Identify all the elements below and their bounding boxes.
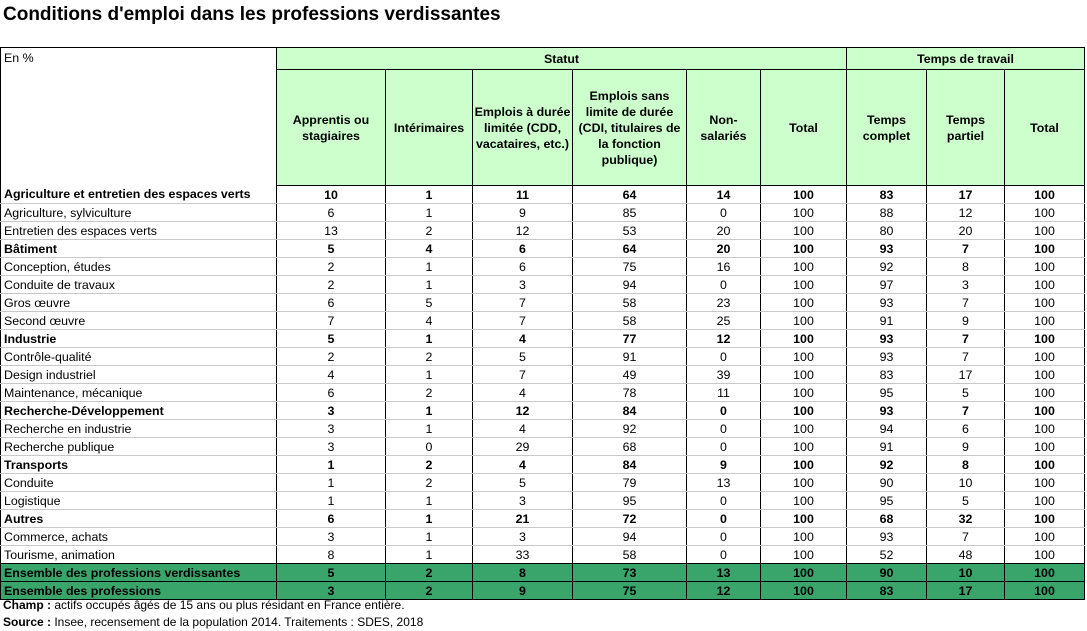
table-cell: 7: [473, 366, 573, 384]
table-cell: 100: [761, 582, 847, 600]
table-cell: 1: [386, 546, 473, 564]
table-row: [1, 510, 1085, 528]
table-cell: 100: [1005, 258, 1085, 276]
table-cell: 100: [1005, 492, 1085, 510]
table-cell: 91: [573, 348, 687, 366]
column-header: Temps partiel: [927, 70, 1005, 186]
table-cell: 52: [847, 546, 927, 564]
table-cell: 1: [277, 456, 386, 474]
table-cell: 1: [386, 258, 473, 276]
table-cell: 0: [687, 276, 761, 294]
table-cell: 5: [927, 492, 1005, 510]
table-cell: 1: [386, 276, 473, 294]
table-cell: 1: [386, 402, 473, 420]
table-cell: 4: [386, 312, 473, 330]
table-cell: 3: [277, 420, 386, 438]
table-cell: 1: [386, 330, 473, 348]
table-cell: 83: [847, 582, 927, 600]
table-cell: 4: [473, 384, 573, 402]
table-row: [1, 330, 1085, 348]
table-cell: 21: [473, 510, 573, 528]
table-cell: 100: [761, 492, 847, 510]
table-row: [1, 546, 1085, 564]
table-cell: 84: [573, 402, 687, 420]
table-cell: 2: [277, 348, 386, 366]
table-row: [1, 204, 1085, 222]
column-header: Non-salariés: [687, 70, 761, 186]
table-cell: 100: [761, 384, 847, 402]
table-cell: 6: [277, 384, 386, 402]
table-cell: 5: [927, 384, 1005, 402]
table-cell: 3: [277, 402, 386, 420]
table-cell: 100: [1005, 528, 1085, 546]
table-cell: 0: [687, 510, 761, 528]
table-cell: 68: [573, 438, 687, 456]
table-cell: 64: [573, 186, 687, 204]
table-cell: 100: [1005, 402, 1085, 420]
table-row: [1, 312, 1085, 330]
table-cell: 100: [761, 222, 847, 240]
table-cell: 3: [277, 582, 386, 600]
table-cell: 100: [761, 348, 847, 366]
table-cell: 93: [847, 240, 927, 258]
table-cell: 100: [1005, 582, 1085, 600]
table-cell: 6: [927, 420, 1005, 438]
row-label: Agriculture, sylviculture: [1, 204, 277, 222]
table-cell: 7: [473, 294, 573, 312]
table-cell: 10: [927, 564, 1005, 582]
table-row: [1, 258, 1085, 276]
table-cell: 0: [687, 420, 761, 438]
table-row: [1, 474, 1085, 492]
table-cell: 17: [927, 582, 1005, 600]
row-label: Contrôle-qualité: [1, 348, 277, 366]
column-header: Total: [1005, 70, 1085, 186]
table-cell: 12: [473, 222, 573, 240]
table-cell: 64: [573, 240, 687, 258]
table-cell: 58: [573, 294, 687, 312]
column-header: Intérimaires: [386, 70, 473, 186]
table-cell: 100: [1005, 438, 1085, 456]
row-label: Logistique: [1, 492, 277, 510]
table-cell: 32: [927, 510, 1005, 528]
table-cell: 100: [1005, 204, 1085, 222]
table-cell: 11: [687, 384, 761, 402]
table-cell: 12: [687, 330, 761, 348]
table-cell: 2: [386, 456, 473, 474]
column-header: Apprentis ou stagiaires: [277, 70, 386, 186]
table-cell: 100: [761, 186, 847, 204]
table-cell: 10: [277, 186, 386, 204]
table-cell: 4: [473, 420, 573, 438]
table-cell: 58: [573, 546, 687, 564]
table-cell: 9: [927, 312, 1005, 330]
table-cell: 92: [847, 456, 927, 474]
table-row: [1, 240, 1085, 258]
table-row: [1, 294, 1085, 312]
table-cell: 85: [573, 204, 687, 222]
table-cell: 100: [761, 276, 847, 294]
table-cell: 7: [927, 528, 1005, 546]
table-cell: 33: [473, 546, 573, 564]
table-cell: 0: [687, 204, 761, 222]
table-cell: 20: [927, 222, 1005, 240]
table-cell: 100: [1005, 330, 1085, 348]
table-cell: 0: [687, 402, 761, 420]
table-cell: 92: [573, 420, 687, 438]
table-cell: 5: [473, 348, 573, 366]
table-row: [1, 384, 1085, 402]
table-row: [1, 366, 1085, 384]
table-cell: 12: [927, 204, 1005, 222]
table-cell: 100: [761, 456, 847, 474]
table-cell: 2: [386, 222, 473, 240]
table-cell: 12: [687, 582, 761, 600]
table-cell: 7: [927, 348, 1005, 366]
table-cell: 1: [277, 474, 386, 492]
table-cell: 7: [927, 402, 1005, 420]
table-cell: 97: [847, 276, 927, 294]
table-cell: 94: [573, 276, 687, 294]
table-cell: 88: [847, 204, 927, 222]
row-label: Conception, études: [1, 258, 277, 276]
row-label: Maintenance, mécanique: [1, 384, 277, 402]
table-cell: 2: [386, 348, 473, 366]
table-cell: 1: [386, 366, 473, 384]
row-label: Industrie: [1, 330, 277, 348]
table-cell: 95: [847, 492, 927, 510]
table-cell: 93: [847, 402, 927, 420]
table-cell: 91: [847, 438, 927, 456]
table-cell: 49: [573, 366, 687, 384]
table-cell: 7: [927, 294, 1005, 312]
table-cell: 78: [573, 384, 687, 402]
table-cell: 90: [847, 474, 927, 492]
table-cell: 12: [473, 402, 573, 420]
row-label: Commerce, achats: [1, 528, 277, 546]
table-cell: 6: [473, 240, 573, 258]
table-cell: 94: [847, 420, 927, 438]
table-cell: 13: [687, 564, 761, 582]
table-cell: 3: [473, 528, 573, 546]
table-cell: 95: [573, 492, 687, 510]
page-title: Conditions d'emploi dans les professions verdissantes: [3, 4, 501, 25]
table-cell: 8: [277, 546, 386, 564]
table-cell: 6: [277, 204, 386, 222]
table-cell: 9: [927, 438, 1005, 456]
table-cell: 14: [687, 186, 761, 204]
row-label: Transports: [1, 456, 277, 474]
table-cell: 93: [847, 528, 927, 546]
table-cell: 93: [847, 294, 927, 312]
table-cell: 20: [687, 240, 761, 258]
table-cell: 5: [473, 474, 573, 492]
table-row: [1, 276, 1085, 294]
row-label: Conduite de travaux: [1, 276, 277, 294]
table-cell: 83: [847, 186, 927, 204]
table-cell: 100: [1005, 348, 1085, 366]
table-cell: 84: [573, 456, 687, 474]
table-cell: 100: [761, 546, 847, 564]
table-cell: 0: [687, 492, 761, 510]
table-cell: 100: [761, 420, 847, 438]
row-label: Recherche publique: [1, 438, 277, 456]
table-cell: 5: [277, 330, 386, 348]
total-row: [1, 564, 1085, 582]
table-cell: 100: [761, 510, 847, 528]
table-cell: 100: [761, 402, 847, 420]
table-cell: 13: [687, 474, 761, 492]
table-cell: 4: [473, 456, 573, 474]
table-cell: 100: [1005, 546, 1085, 564]
table-cell: 3: [473, 492, 573, 510]
table-cell: 100: [1005, 456, 1085, 474]
table-cell: 7: [927, 330, 1005, 348]
table-cell: 100: [761, 366, 847, 384]
group-header-statut: Statut: [277, 48, 847, 70]
table-cell: 83: [847, 366, 927, 384]
table-cell: 4: [473, 330, 573, 348]
row-label: Conduite: [1, 474, 277, 492]
table-cell: 100: [1005, 276, 1085, 294]
table-cell: 100: [1005, 420, 1085, 438]
table-cell: 4: [386, 240, 473, 258]
row-label: Design industriel: [1, 366, 277, 384]
table-cell: 100: [1005, 564, 1085, 582]
table-cell: 0: [687, 438, 761, 456]
row-label: Bâtiment: [1, 240, 277, 258]
table-cell: 75: [573, 582, 687, 600]
row-label: Second œuvre: [1, 312, 277, 330]
table-cell: 100: [761, 330, 847, 348]
row-label: Tourisme, animation: [1, 546, 277, 564]
table-cell: 95: [847, 384, 927, 402]
table-cell: 93: [847, 330, 927, 348]
table-cell: 17: [927, 186, 1005, 204]
table-cell: 23: [687, 294, 761, 312]
row-label: Gros œuvre: [1, 294, 277, 312]
table-cell: 5: [277, 240, 386, 258]
table-cell: 100: [1005, 510, 1085, 528]
source-note: Source : Insee, recensement de la population 2014. Traitements : SDES, 2018: [3, 615, 424, 629]
column-header: Emplois sans limite de durée (CDI, titulaires de la fonction publique): [573, 70, 687, 186]
column-header: Total: [761, 70, 847, 186]
table-cell: 3: [277, 528, 386, 546]
table-cell: 29: [473, 438, 573, 456]
row-label: Autres: [1, 510, 277, 528]
table-cell: 3: [927, 276, 1005, 294]
table-cell: 100: [761, 258, 847, 276]
table-row: [1, 492, 1085, 510]
table-cell: 100: [761, 438, 847, 456]
row-label: Recherche-Développement: [1, 402, 277, 420]
table-cell: 100: [761, 312, 847, 330]
table-cell: 6: [277, 294, 386, 312]
table-cell: 94: [573, 528, 687, 546]
table-row: [1, 528, 1085, 546]
table-row: [1, 420, 1085, 438]
table-cell: 100: [1005, 222, 1085, 240]
table-cell: 1: [386, 528, 473, 546]
table-cell: 73: [573, 564, 687, 582]
table-cell: 39: [687, 366, 761, 384]
table-cell: 20: [687, 222, 761, 240]
row-label: Ensemble des professions verdissantes: [1, 564, 277, 582]
table-row: [1, 456, 1085, 474]
table-cell: 2: [277, 258, 386, 276]
table-cell: 100: [761, 564, 847, 582]
table-cell: 8: [473, 564, 573, 582]
table-cell: 100: [1005, 474, 1085, 492]
table-cell: 77: [573, 330, 687, 348]
table-row: [1, 186, 1085, 204]
row-label: Ensemble des professions: [1, 582, 277, 600]
table-cell: 48: [927, 546, 1005, 564]
table-cell: 7: [277, 312, 386, 330]
group-header-temps: Temps de travail: [847, 48, 1085, 70]
table-cell: 1: [277, 492, 386, 510]
unit-label: En %: [1, 48, 277, 186]
table-cell: 93: [847, 348, 927, 366]
table-cell: 1: [386, 420, 473, 438]
table-cell: 13: [277, 222, 386, 240]
table-cell: 0: [386, 438, 473, 456]
table-cell: 90: [847, 564, 927, 582]
table-cell: 100: [1005, 312, 1085, 330]
table-cell: 0: [687, 348, 761, 366]
table-cell: 8: [927, 456, 1005, 474]
table-cell: 100: [1005, 186, 1085, 204]
table-cell: 100: [761, 240, 847, 258]
table-cell: 7: [473, 312, 573, 330]
table-row: [1, 222, 1085, 240]
table-cell: 79: [573, 474, 687, 492]
table-cell: 16: [687, 258, 761, 276]
table-cell: 68: [847, 510, 927, 528]
table-cell: 11: [473, 186, 573, 204]
table-cell: 2: [386, 384, 473, 402]
employment-table: [0, 47, 1085, 600]
table-row: [1, 438, 1085, 456]
table-cell: 91: [847, 312, 927, 330]
table-cell: 25: [687, 312, 761, 330]
column-header: Temps complet: [847, 70, 927, 186]
table-cell: 4: [277, 366, 386, 384]
table-cell: 100: [761, 528, 847, 546]
table-row: [1, 348, 1085, 366]
table-cell: 75: [573, 258, 687, 276]
table-cell: 72: [573, 510, 687, 528]
table-cell: 2: [277, 276, 386, 294]
table-cell: 6: [473, 258, 573, 276]
table-cell: 6: [277, 510, 386, 528]
table-cell: 100: [1005, 366, 1085, 384]
champ-note: Champ : actifs occupés âgés de 15 ans ou plus résidant en France entière.: [3, 598, 405, 612]
table-cell: 2: [386, 582, 473, 600]
table-cell: 0: [687, 528, 761, 546]
table-cell: 100: [761, 474, 847, 492]
table-cell: 2: [386, 564, 473, 582]
table-cell: 1: [386, 510, 473, 528]
table-cell: 58: [573, 312, 687, 330]
table-cell: 17: [927, 366, 1005, 384]
table-cell: 80: [847, 222, 927, 240]
table-cell: 1: [386, 186, 473, 204]
table-cell: 3: [277, 438, 386, 456]
table-cell: 9: [473, 582, 573, 600]
table-cell: 100: [1005, 384, 1085, 402]
table-cell: 9: [687, 456, 761, 474]
table-cell: 100: [1005, 294, 1085, 312]
row-label: Recherche en industrie: [1, 420, 277, 438]
table-cell: 5: [277, 564, 386, 582]
table-cell: 0: [687, 546, 761, 564]
table-row: [1, 402, 1085, 420]
table-cell: 10: [927, 474, 1005, 492]
column-header: Emplois à durée limitée (CDD, vacataires, etc.): [473, 70, 573, 186]
table-cell: 5: [386, 294, 473, 312]
row-label: Entretien des espaces verts: [1, 222, 277, 240]
table-cell: 3: [473, 276, 573, 294]
table-cell: 100: [761, 204, 847, 222]
table-cell: 92: [847, 258, 927, 276]
row-label: Agriculture et entretien des espaces verts: [1, 186, 277, 204]
table-cell: 100: [761, 294, 847, 312]
footnotes: [3, 597, 423, 631]
table-cell: 7: [927, 240, 1005, 258]
table-cell: 1: [386, 492, 473, 510]
table-cell: 1: [386, 204, 473, 222]
table-cell: 53: [573, 222, 687, 240]
table-cell: 100: [1005, 240, 1085, 258]
table-cell: 9: [473, 204, 573, 222]
table-cell: 8: [927, 258, 1005, 276]
table-cell: 2: [386, 474, 473, 492]
